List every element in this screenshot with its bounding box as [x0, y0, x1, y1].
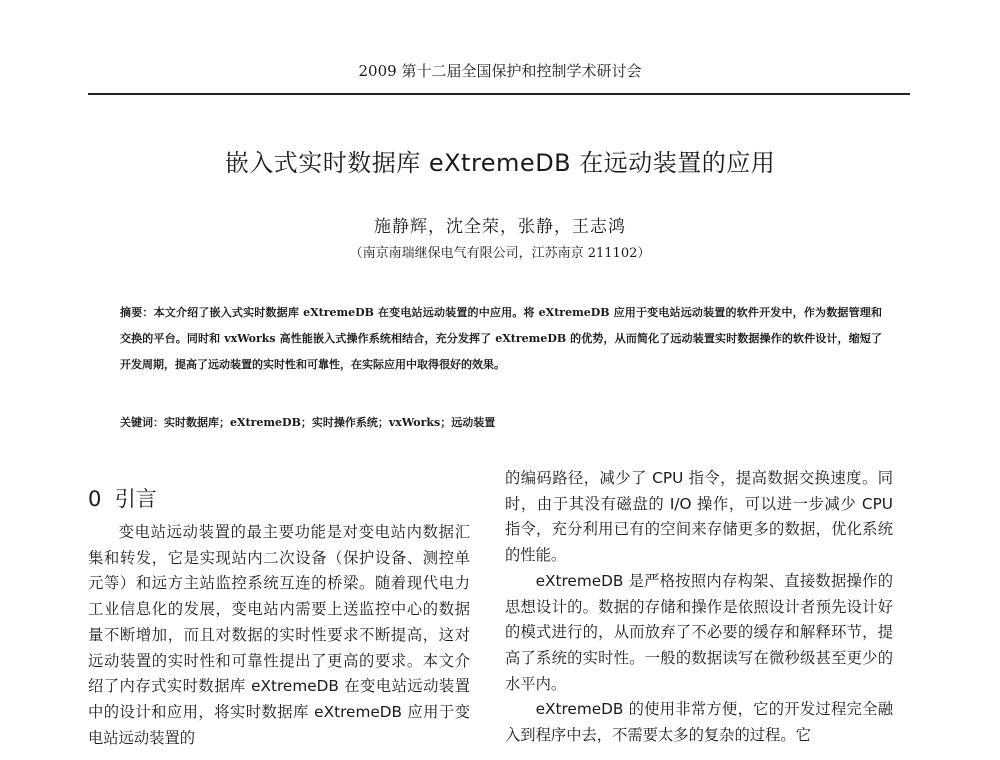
paper-title: 嵌入式实时数据库 eXtremeDB 在远动装置的应用 [224, 149, 776, 177]
running-header: 2009 第十二届全国保护和控制学术研讨会 [358, 62, 642, 80]
affiliation: （南京南瑞继保电气有限公司，江苏南京 211102） [349, 246, 651, 261]
authors: 施静辉，沈全荣，张静，王志鸿 [374, 217, 626, 237]
left-paragraph: 变电站远动装置的最主要功能是对变电站内数据汇集和转发，它是实现站内二次设备（保护设备、测控单元等）和远方主站监控系统互连的桥梁。随着现代电力工业信息化的发展，变电站内需要上送监控中心的数据量不断增加，而且对数据的实时性要求不断提高，这对远动装置的实时性和可靠性提出了更高的要求。本文介绍了内存式实时数据库 eXtremeDB 在变电站远动装置中的设计和应用，将实时数据库 eXtremeDB 应用于变电站远动装置的 [88, 523, 470, 747]
abstract-label: 摘要： [120, 306, 154, 319]
section-number: 0 [88, 487, 102, 511]
section-heading [88, 483, 157, 513]
header-rule [88, 93, 910, 95]
abstract [120, 300, 882, 378]
keywords-label: 关键词： [120, 416, 164, 429]
section-title: 引言 [114, 487, 157, 511]
right-paragraph: eXtremeDB 的使用非常方便，它的开发过程完全融入到程序中去，不需要太多的复杂的过程。它 [505, 700, 893, 745]
right-paragraph: eXtremeDB 是严格按照内存构架、直接数据操作的思想设计的。数据的存储和操作是依照设计者预先设计好的模式进行的，从而放弃了不必要的缓存和解释环节，提高了系统的实时性。一般的数据读写在微秒级甚至更少的水平内。 [505, 571, 893, 693]
keywords [120, 414, 882, 430]
keywords-text: 实时数据库；eXtremeDB；实时操作系统；vxWorks；远动装置 [164, 416, 496, 429]
right-column [505, 466, 893, 749]
left-column [88, 520, 470, 751]
abstract-text: 本文介绍了嵌入式实时数据库 eXtremeDB 在变电站远动装置的中应用。将 eXtremeDB 应用于变电站远动装置的软件开发中，作为数据管理和交换的平台。同时和 vxWorks 高性能嵌入式操作系统相结合，充分发挥了 eXtremeDB 的优势，从而简化了远动装置实时数据操作的软件设计，缩短了开发周期，提高了远动装置的实时性和可靠性，在实际应用中取得很好的效果。 [120, 306, 882, 371]
right-paragraph: 的编码路径，减少了 CPU 指令，提高数据交换速度。同时，由于其没有磁盘的 I/O 操作，可以进一步减少 CPU 指令，充分利用已有的空间来存储更多的数据，优化系统的性能。 [505, 469, 893, 565]
